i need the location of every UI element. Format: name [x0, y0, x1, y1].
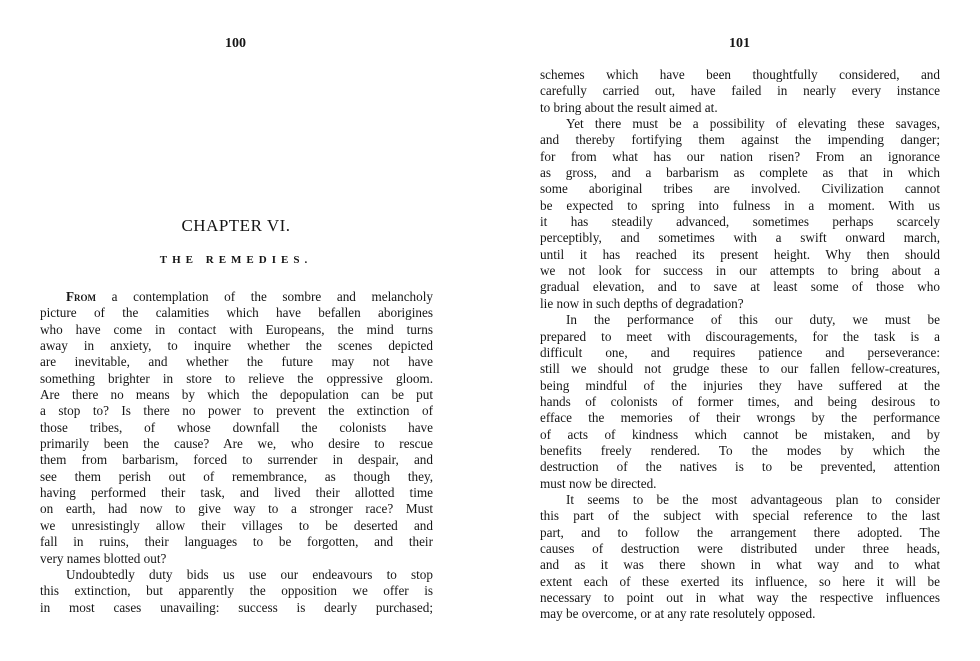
text-line: and as it was there shown in what way and to what: [540, 557, 940, 573]
text-line: to bring about the result aimed at.: [540, 99, 718, 115]
text-line: on earth, had now to give way to a stronger race? Must: [40, 501, 433, 517]
text-line: in most cases unavailing: success is dearly purchased;: [40, 599, 433, 615]
text-line: we not look for success in our attempts to bring about a: [540, 263, 940, 279]
text-line: difficult one, and requires patience and perseverance:: [540, 344, 940, 360]
right-page: [540, 0, 940, 661]
text-line: must now be directed.: [540, 475, 657, 491]
text-line: fall in ruins, their languages to be forgotten, and their: [40, 534, 433, 550]
text-line: schemes which have been thoughtfully considered, and: [540, 67, 940, 82]
text-line: them from barbarism, forced to surrender in despair, and: [40, 452, 433, 468]
text-line: still we should not grudge these to our fallen fellow-creatures,: [540, 361, 940, 377]
text-line: lie now in such depths of degradation?: [540, 295, 744, 311]
text-line: Are there no means by which the depopulation can be put: [40, 387, 433, 403]
text-line: necessary to point out in what way the respective influences: [540, 590, 940, 605]
left-page-text: [40, 289, 433, 616]
lead-word: From: [66, 289, 97, 304]
text-line: see them perish out of remembrance, as though they,: [40, 468, 433, 484]
right-page-text: [540, 67, 940, 623]
text-line: benefits freely rendered. To the modes by which the: [540, 442, 940, 458]
text-line: very names blotted out?: [40, 550, 167, 566]
text-line: are inevitable, and whether the future may not have: [40, 354, 433, 370]
text-line: primarily been the cause? Are we, who desire to rescue: [40, 436, 433, 452]
text-line: of acts of kindness which cannot be mistaken, and by: [540, 426, 940, 442]
text-line: In the performance of this our duty, we must be: [566, 312, 940, 328]
text-line: part, and to follow the arrangement there adopted. The: [540, 524, 940, 540]
text-line: for from what has our nation risen? From an ignorance: [540, 148, 940, 164]
text-line: who have come in contact with Europeans, the mind turns: [40, 321, 433, 337]
text-line: picture of the calamities which have befallen aborigines: [40, 305, 433, 321]
text-line: as gross, and a barbarism as complete as that in which: [540, 165, 940, 181]
text-line: it has steadily advanced, sometimes perhaps scarcely: [540, 214, 940, 230]
text-line: causes of destruction were distributed under three heads,: [540, 540, 940, 556]
text-line: some aboriginal tribes are involved. Civilization cannot: [540, 181, 940, 197]
text-line: prepared to meet with discouragements, for the task is a: [540, 328, 940, 344]
text-line: having performed their task, and lived their allotted time: [40, 485, 433, 501]
section-title: THE REMEDIES.: [159, 254, 313, 266]
text-line: being mindful of the injuries they have suffered at the: [540, 377, 940, 393]
page-number: 101: [729, 36, 750, 51]
text-line: extent each of these exerted its influence, so here it will be: [540, 573, 940, 589]
text-line: this part of the subject with special reference to the last: [540, 508, 940, 524]
text-line: It seems to be the most advantageous plan to consider: [566, 491, 940, 507]
text-line: and thereby fortifying them against the impending danger;: [540, 132, 940, 148]
text-line: perceptibly, and sometimes with a swift onward march,: [540, 230, 940, 246]
text-line: we unresistingly allow their villages to be deserted and: [40, 517, 433, 533]
text-line: efface the memories of their wrongs by the performance: [540, 410, 940, 426]
text-line: hands of colonists of former times, and being desirous to: [540, 393, 940, 409]
text-line: carefully carried out, have failed in nearly every instance: [540, 83, 940, 99]
text-line: this extinction, but apparently the opposition we offer is: [40, 583, 433, 599]
left-page: [36, 0, 436, 661]
text-line: those tribes, of whose downfall the colonists have: [40, 419, 433, 435]
text-line: until it has reached its present height. Why then should: [540, 246, 940, 262]
page-number: 100: [225, 36, 246, 51]
text-line: Undoubtedly duty bids us use our endeavours to stop: [66, 566, 433, 582]
text-line: From a contemplation of the sombre and melancholy: [66, 289, 433, 304]
text-line: be expected to spring into fulness in a moment. With us: [540, 197, 940, 213]
text-line: destruction of the natives is to be prevented, attention: [540, 459, 940, 475]
chapter-title: CHAPTER VI.: [181, 216, 291, 235]
text-line: Yet there must be a possibility of elevating these savages,: [566, 116, 940, 132]
text-line: may be overcome, or at any rate resolutely opposed.: [540, 606, 816, 622]
text-line: something brighter in store to relieve the oppressive gloom.: [40, 370, 433, 386]
text-line: gradual elevation, and to save at least some of those who: [540, 279, 940, 295]
text-line: a stop to? Is there no power to prevent the extinction of: [40, 403, 433, 419]
text-line: away in anxiety, to inquire whether the scenes depicted: [40, 338, 433, 354]
